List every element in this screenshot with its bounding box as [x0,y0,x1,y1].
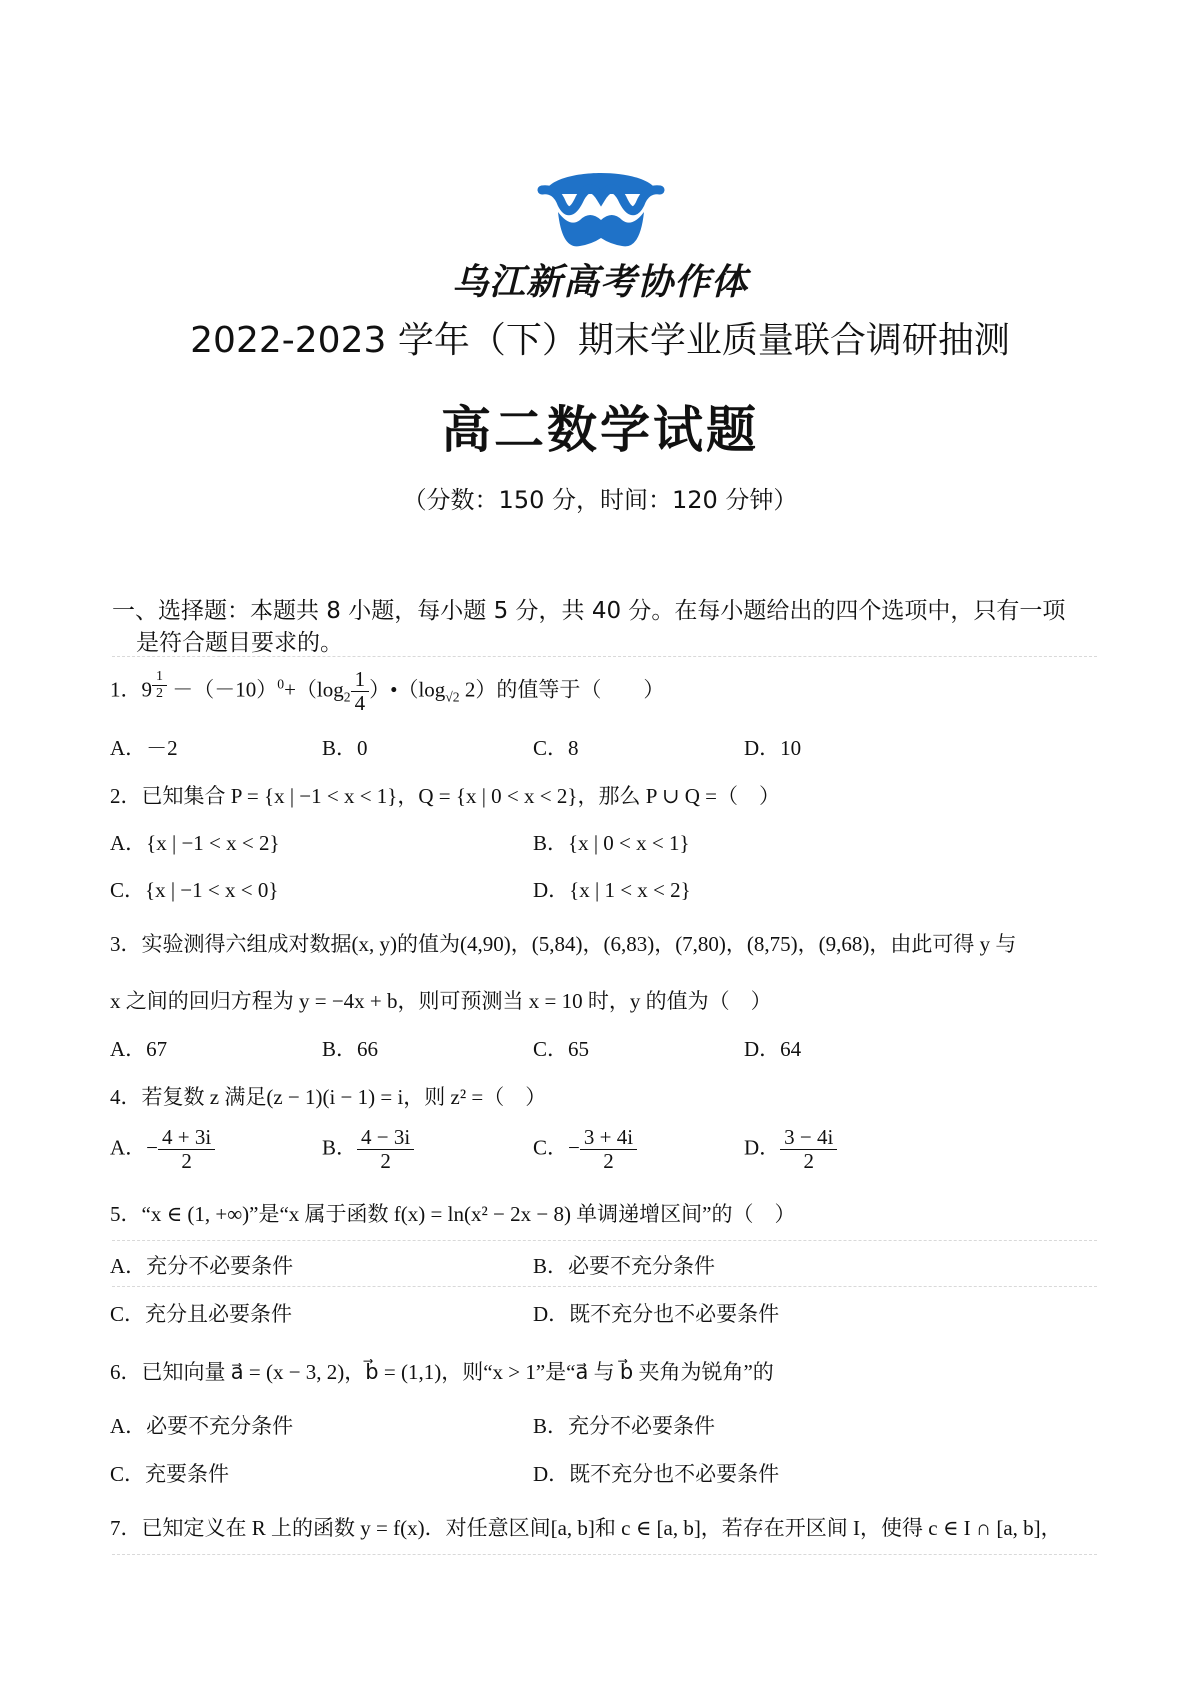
section-heading-line1: 一、选择题：本题共 8 小题，每小题 5 分，共 40 分。在每小题给出的四个选项中，只有一项 [112,598,1066,624]
q4-option-d: D． $\frac{3 - 4i}{2}$ [744,1126,837,1173]
q3-option-a: A．67 [110,1037,168,1061]
divider [112,656,1097,657]
q2-option-a: A．{x | −1 < x < 2} [110,831,280,855]
q1-option-b: B．0 [322,736,368,760]
q2-option-c: C．{x | −1 < x < 0} [110,878,279,902]
q6-option-a: A．必要不充分条件 [110,1414,294,1438]
divider [112,1286,1097,1287]
question-number: 1． [110,677,142,702]
question-7: 7．已知定义在 R 上的函数 y = f(x)．对任意区间[a, b]和 c ∈ [a, b]，若存在开区间 I，使得 c ∈ I ∩ [a, b]， [110,1516,1062,1540]
score-time-info: （分数：150 分，时间：120 分钟） [402,486,798,514]
question-4: 4．若复数 z 满足(z − 1)(i − 1) = i，则 z² =（ ） [110,1085,547,1109]
q4-option-c: C．− $\frac{3 + 4i}{2}$ [533,1126,637,1173]
question-5: 5．“x ∈ (1, +∞)”是“x 属于函数 f(x) = ln(x² − 2x − 8) 单调递增区间”的（ ） [110,1202,796,1226]
q6-option-b: B．充分不必要条件 [533,1414,716,1438]
q6-option-c: C．充要条件 [110,1462,230,1486]
q1-option-c: C．8 [533,736,579,760]
q5-option-d: D．既不充分也不必要条件 [533,1302,780,1326]
q2-option-b: B．{x | 0 < x < 1} [533,831,690,855]
exam-subtitle: 2022-2023 学年（下）期末学业质量联合调研抽测 [190,320,1010,361]
q4-option-b: B． $\frac{4 - 3i}{2}$ [322,1126,414,1173]
q5-option-a: A．充分不必要条件 [110,1254,294,1278]
question-3-line2: x 之间的回归方程为 y = −4x + b，则可预测当 x = 10 时，y 的值为（ ） [110,989,772,1013]
q5-option-c: C．充分且必要条件 [110,1302,293,1326]
q3-option-c: C．65 [533,1037,590,1061]
q4-option-a: A．− $\frac{4 + 3i}{2}$ [110,1126,215,1173]
q2-option-d: D．{x | 1 < x < 2} [533,878,691,902]
question-2: 2．已知集合 P = {x | −1 < x < 1}，Q = {x | 0 < x < 2}，那么 P ∪ Q =（ ） [110,784,780,808]
base: 9 [141,677,152,702]
q6-option-d: D．既不充分也不必要条件 [533,1462,780,1486]
brand-name: 乌江新高考协作体 [451,262,748,303]
q3-option-b: B．66 [322,1037,379,1061]
q5-option-b: B．必要不充分条件 [533,1254,716,1278]
q3-option-d: D．64 [744,1037,802,1061]
q1-option-a: A．－2 [110,736,178,760]
section-heading-line2: 是符合题目要求的。 [136,630,343,656]
q1-option-d: D．10 [744,736,802,760]
divider [112,1554,1097,1555]
logo-icon [536,158,666,252]
question-6: 6．已知向量 a⃗ = (x − 3, 2)，b⃗ = (1,1)，则“x > 1”是“a⃗ 与 b⃗ 夹角为锐角”的 [110,1360,774,1384]
question-1: 1．9 $^{\frac{1}{2}}$ $-(-10)^0+(\log_2$ $\frac{1}{4}$ ）$•(\log_{√2}$ 2）的值等于（ ） [110,667,665,716]
divider [112,1240,1097,1241]
page-title: 高二数学试题 [441,401,759,459]
question-3-line1: 3．实验测得六组成对数据(x, y)的值为(4,90)，(5,84)，(6,83)，(7,80)，(8,75)，(9,68)，由此可得 y 与 [110,932,1017,956]
